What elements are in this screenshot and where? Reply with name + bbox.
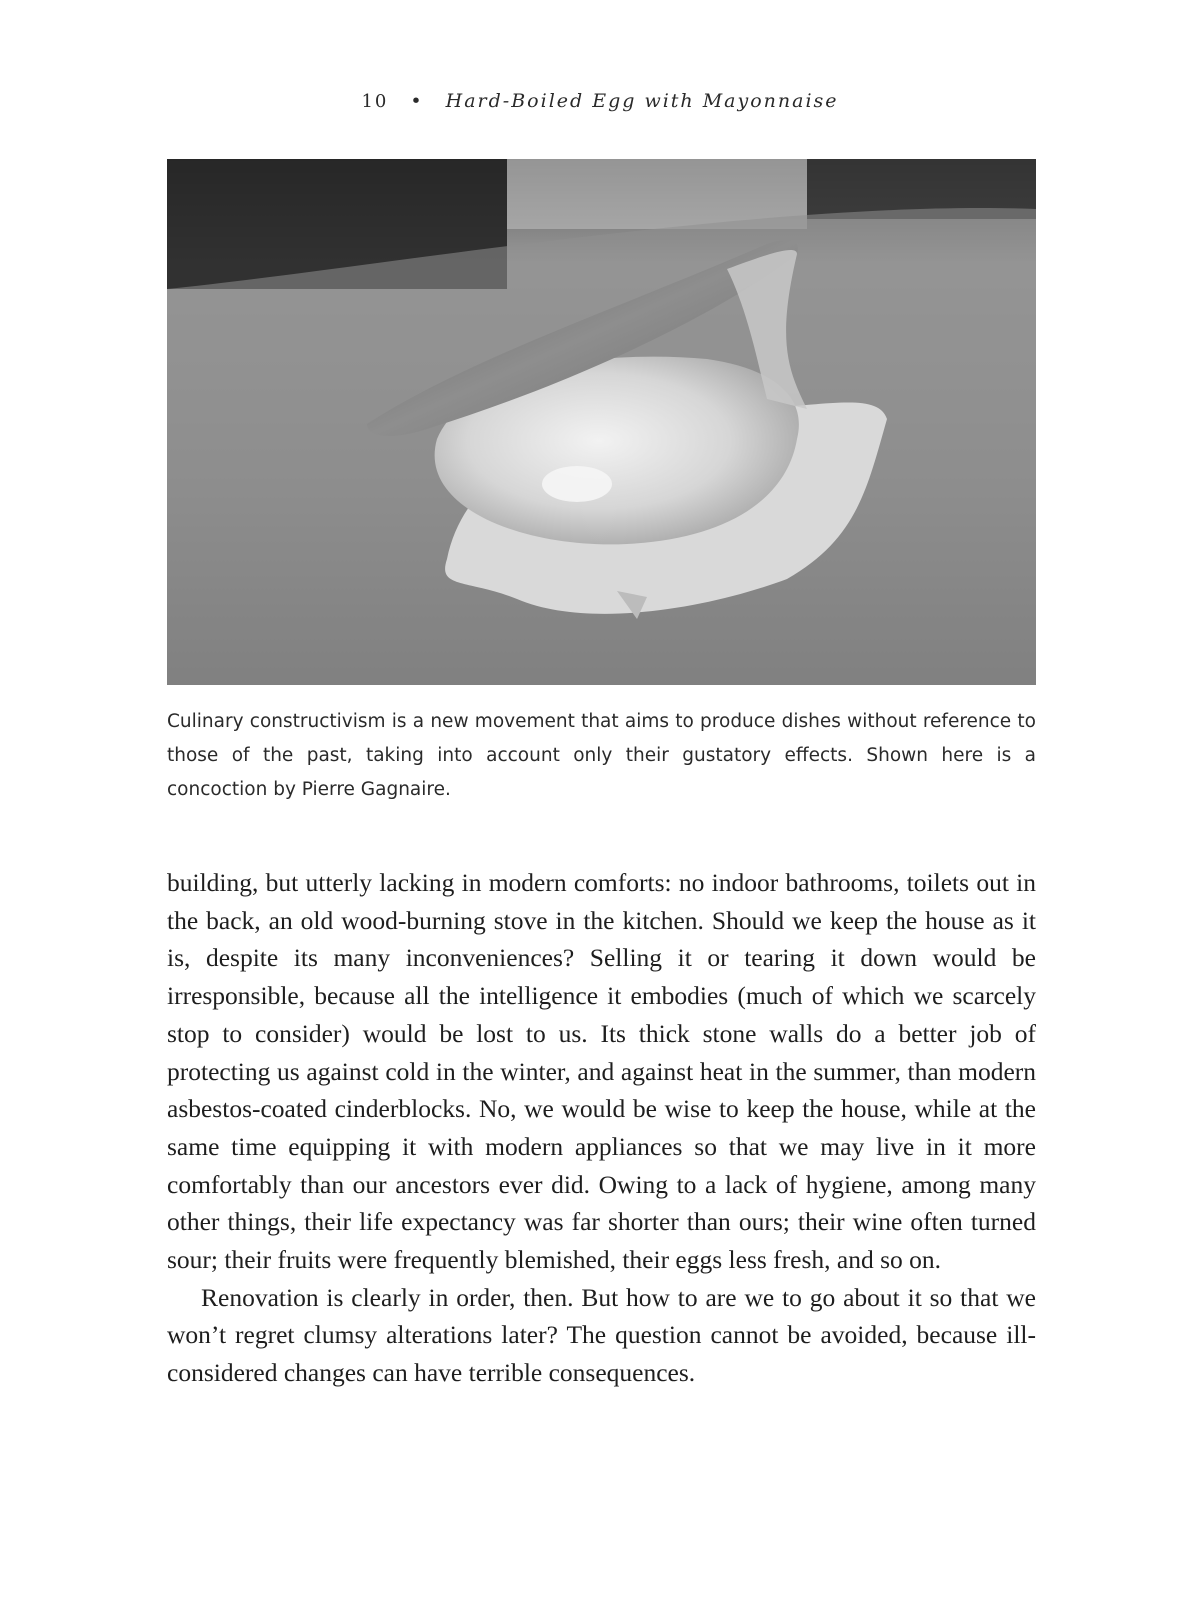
header-separator: • [410, 90, 424, 112]
figure-caption: Culinary constructivism is a new movement that aims to produce dishes without reference to those of the past, taking into account only their gustatory effects. Shown here is a concoction by Pierre Gagnaire. [167, 711, 1036, 800]
page-number: 10 [361, 91, 389, 112]
body-text [167, 864, 1036, 1392]
paragraph: Renovation is clearly in order, then. But how to are we to go about it so that we won’t regret clumsy alterations later? The question cannot be avoided, because ill-considered changes can have terrible consequences. [167, 1282, 1036, 1388]
paragraph: building, but utterly lacking in modern comforts: no indoor bathrooms, toilets out in the back, an old wood-burning stove in the kitchen. Should we keep the house as it is, despite its many inconveniences? Selling it or tearing it down would be irresponsible, because all the intelligence it embodies (much of which we scarcely stop to consider) would be lost to us. Its thick stone walls do a better job of protecting us against cold in the winter, and against heat in the summer, than modern asbestos-coated cinderblocks. No, we would be wise to keep the house, while at the same time equipping it with modern appliances so that we may live in it more comfortably than our ancestors ever did. Owing to a lack of hygiene, among many other things, their life expectancy was far shorter than ours; their wine often turned sour; their fruits were frequently blemished, their eggs less fresh, and so on. [167, 868, 1036, 1275]
chapter-title: Hard-Boiled Egg with Mayonnaise [445, 90, 839, 112]
dish-photo [167, 159, 1036, 685]
running-head [0, 90, 1200, 112]
